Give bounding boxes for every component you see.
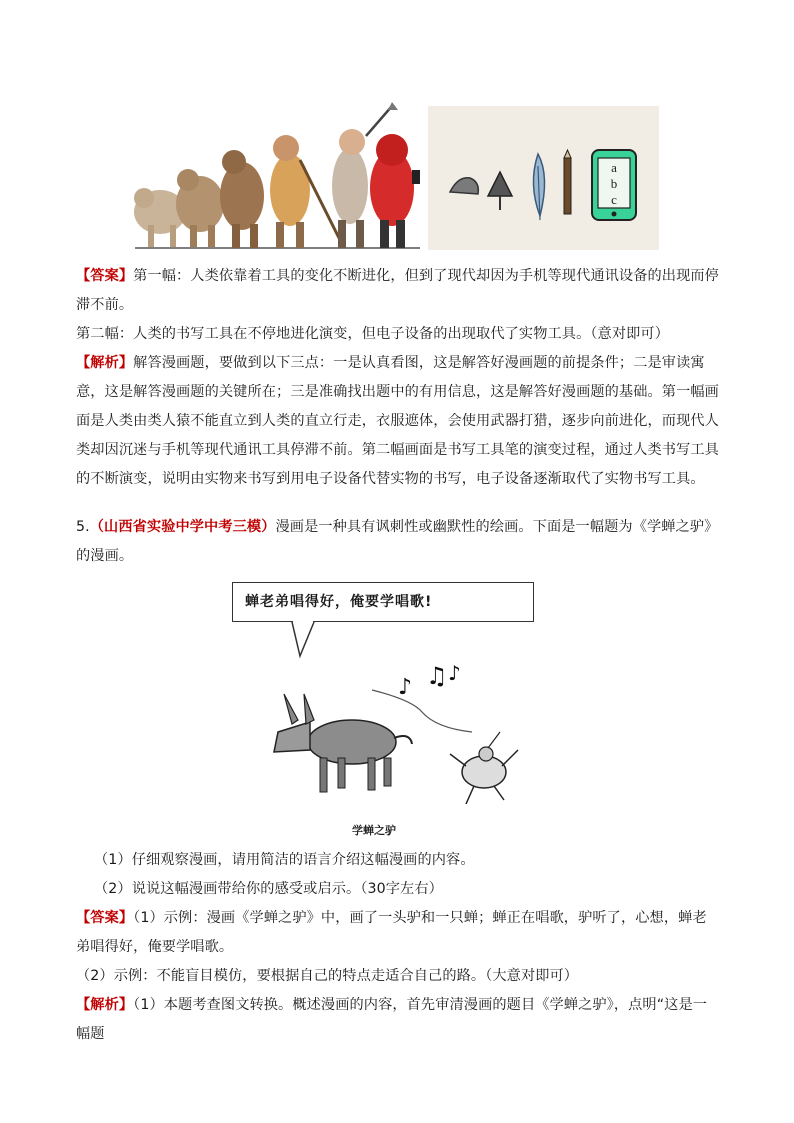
q4-figures bbox=[130, 100, 660, 252]
q5-source: （山西省实验中学中考三模） bbox=[89, 519, 276, 535]
q5-analysis-1: （1）本题考查图文转换。概述漫画的内容，首先审清漫画的题目《学蝉之驴》，点明“这是一幅题 bbox=[76, 997, 708, 1042]
phone-letter-a: a bbox=[611, 160, 617, 175]
donkey-cicada-cartoon bbox=[222, 582, 542, 842]
phone-letter-c: c bbox=[611, 192, 617, 207]
svg-text:♪: ♪ bbox=[398, 675, 413, 700]
q4-analysis-line bbox=[76, 349, 720, 494]
q4-text bbox=[76, 262, 720, 494]
cartoon-drawing bbox=[222, 582, 542, 832]
answer-tag: 【答案】 bbox=[76, 268, 134, 284]
analysis-tag: 【解析】 bbox=[76, 355, 134, 371]
speech-bubble: 蝉老弟唱得好，俺要学唱歌! bbox=[232, 582, 534, 622]
svg-text:♪: ♪ bbox=[448, 661, 461, 685]
q4-analysis: 解答漫画题，要做到以下三点：一是认真看图，这是解答好漫画题的前提条件；二是审读寓意，这是解答漫画题的关键所在；三是准确找出题中的有用信息，这是解答好漫画题的基础。第一幅画面是人类由类人猿不能直立到人类的直立行走，衣服遮体，会使用武器打猎，逐步向前进化，而现代人类却因沉迷与手机等现代通讯工具停滞不前。第二幅画面是书写工具笔的演变过程，通过人类书写工具的不断演变，说明由实物来书写到用电子设备代替实物的书写，电子设备逐渐取代了实物书写工具。 bbox=[76, 355, 719, 487]
q5-stem bbox=[76, 513, 720, 571]
q5-answer-line bbox=[76, 904, 720, 962]
q5-stem-text: 漫画是一种具有讽刺性或幽默性的绘画。下面是一幅题为《学蝉之驴》的漫画。 bbox=[76, 519, 719, 564]
q5-analysis-line bbox=[76, 991, 720, 1049]
q4-answer-line bbox=[76, 262, 720, 320]
writing-tools-image bbox=[428, 106, 659, 250]
cartoon-caption: 学蝉之驴 bbox=[352, 824, 396, 837]
q5-stem-block bbox=[76, 513, 720, 571]
q5-sub1: （1）仔细观察漫画，请用简洁的语言介绍这幅漫画的内容。 bbox=[94, 852, 475, 868]
svg-text:♫: ♫ bbox=[426, 662, 448, 690]
q5-body bbox=[76, 846, 720, 1049]
q5-answer-2: （2）示例：不能盲目模仿，要根据自己的特点走适合自己的路。（大意对即可） bbox=[76, 968, 579, 984]
evolution-cartoon-image bbox=[130, 100, 422, 252]
answer-tag: 【答案】 bbox=[76, 910, 134, 926]
q5-sub2: （2）说说这幅漫画带给你的感受或启示。（30字左右） bbox=[94, 881, 443, 897]
analysis-tag: 【解析】 bbox=[76, 997, 134, 1013]
phone-letter-b: b bbox=[610, 176, 618, 191]
q4-answer-1: 第一幅：人类依靠着工具的变化不断进化，但到了现代却因为手机等现代通讯设备的出现而停滞不前。 bbox=[76, 268, 719, 313]
q5-answer-1: （1）示例：漫画《学蝉之驴》中，画了一头驴和一只蝉；蝉正在唱歌，驴听了，心想，蝉老弟唱得好，俺要学唱歌。 bbox=[76, 910, 707, 955]
q5-number: 5. bbox=[76, 519, 90, 535]
q4-answer-2: 第二幅：人类的书写工具在不停地进化演变，但电子设备的出现取代了实物工具。（意对即可） bbox=[76, 326, 669, 342]
